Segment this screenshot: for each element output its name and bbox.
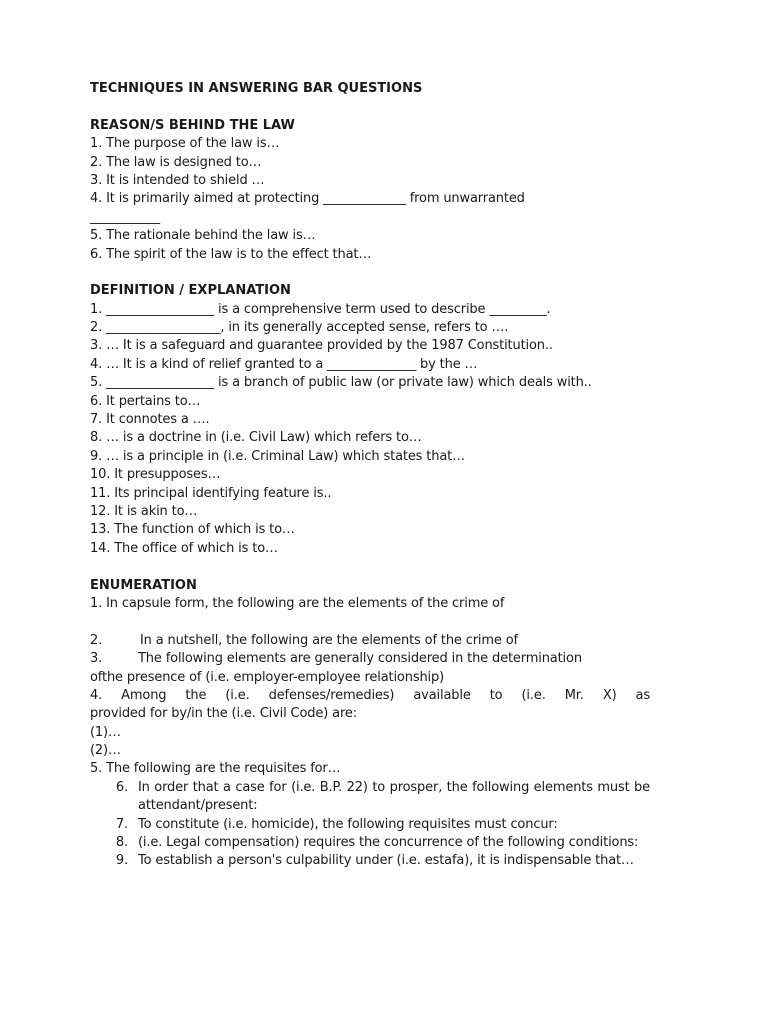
reasons-heading: REASON/S BEHIND THE LAW	[90, 117, 295, 133]
enumeration-item: 5. The following are the requisites for…	[90, 761, 341, 777]
reasons-item: 5. The rationale behind the law is…	[90, 228, 316, 244]
definition-heading: DEFINITION / EXPLANATION	[90, 283, 291, 299]
spacer	[90, 98, 650, 116]
definition-item: 11. Its principal identifying feature is..	[90, 485, 332, 501]
spacer	[90, 613, 650, 631]
enumeration-list-item	[90, 834, 650, 852]
reasons-item: 3. It is intended to shield …	[90, 172, 265, 188]
list-text: To constitute (i.e. homicide), the following requisites must concur:	[138, 816, 558, 832]
enumeration-item: 4. Among the (i.e. defenses/remedies) available to (i.e. Mr. X) as	[90, 687, 650, 703]
list-number: 6.	[115, 779, 128, 795]
definition-item: 3. … It is a safeguard and guarantee provided by the 1987 Constitution..	[90, 338, 553, 354]
enumeration-list-item	[90, 816, 650, 834]
reasons-item-continuation: ___________	[90, 209, 160, 225]
list-number: 8.	[115, 835, 128, 851]
definition-item: 12. It is akin to…	[90, 503, 198, 519]
enumeration-item	[90, 632, 650, 650]
document-title: TECHNIQUES IN ANSWERING BAR QUESTIONS	[90, 81, 423, 96]
enumeration-item-text: In a nutshell, the following are the elements of the crime of	[140, 632, 518, 648]
list-text: To establish a person's culpability under (i.e. estafa), it is indispensable that…	[138, 853, 634, 869]
definition-item: 10. It presupposes…	[90, 467, 221, 483]
enumeration-item-continuation: provided for by/in the (i.e. Civil Code) are:	[90, 706, 357, 722]
spacer	[90, 558, 650, 576]
document-content	[90, 80, 650, 871]
definition-item: 14. The office of which is to…	[90, 540, 278, 556]
reasons-item: 4. It is primarily aimed at protecting _____________ from unwarranted	[90, 191, 525, 207]
list-text: In order that a case for (i.e. B.P. 22) to prosper, the following elements must be attendant/present:	[138, 779, 650, 814]
definition-item: 5. _________________ is a branch of public law (or private law) which deals with..	[90, 375, 592, 391]
definition-item: 1. _________________ is a comprehensive term used to describe _________.	[90, 301, 551, 317]
definition-item: 13. The function of which is to…	[90, 522, 295, 538]
enumeration-subitem: (2)…	[90, 743, 121, 759]
definition-item: 6. It pertains to…	[90, 393, 201, 409]
enumeration-item-text: The following elements are generally considered in the determination	[138, 651, 582, 667]
definition-item: 2. __________________, in its generally accepted sense, refers to ….	[90, 320, 509, 336]
enumeration-item-continuation: ofthe presence of (i.e. employer-employee relationship)	[90, 669, 445, 685]
list-number: 9.	[115, 853, 128, 869]
enumeration-list-item	[90, 852, 650, 870]
definition-item: 9. … is a principle in (i.e. Criminal Law) which states that…	[90, 448, 465, 464]
list-number: 7.	[115, 816, 128, 832]
spacer	[90, 264, 650, 282]
definition-item: 7. It connotes a ….	[90, 412, 210, 428]
definition-item: 8. … is a doctrine in (i.e. Civil Law) which refers to…	[90, 430, 422, 446]
enumeration-list-item	[90, 779, 650, 816]
enumeration-item	[90, 650, 650, 668]
reasons-item: 1. The purpose of the law is…	[90, 136, 280, 152]
enumeration-item-number: 2.	[90, 632, 103, 648]
definition-item: 4. … It is a kind of relief granted to a ______________ by the …	[90, 356, 478, 372]
reasons-item: 2. The law is designed to…	[90, 154, 262, 170]
reasons-item: 6. The spirit of the law is to the effect that…	[90, 246, 372, 262]
enumeration-subitem: (1)…	[90, 724, 121, 740]
enumeration-heading: ENUMERATION	[90, 577, 197, 593]
list-text: (i.e. Legal compensation) requires the concurrence of the following conditions:	[138, 835, 639, 851]
enumeration-item: 1. In capsule form, the following are the elements of the crime of	[90, 595, 505, 611]
enumeration-item-number: 3.	[90, 651, 103, 667]
